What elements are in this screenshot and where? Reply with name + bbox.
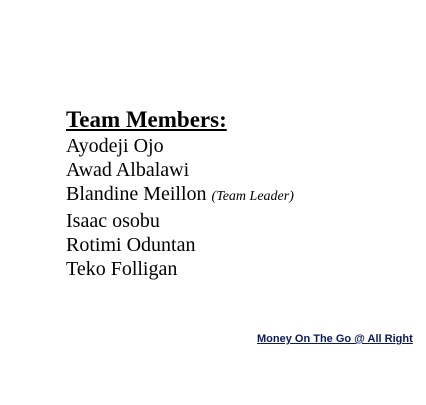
team-members-section <box>66 106 294 281</box>
team-member-item <box>66 158 294 182</box>
team-member-item <box>66 182 294 209</box>
team-members-heading: Team Members: <box>66 107 227 132</box>
team-member-item <box>66 209 294 233</box>
footer-copyright-link[interactable]: Money On The Go @ All Right <box>257 333 413 345</box>
team-member-role: (Team Leader) <box>211 189 294 204</box>
team-member-item <box>66 257 294 281</box>
team-member-list <box>66 134 294 281</box>
team-member-name: Teko Folligan <box>66 258 178 280</box>
team-member-name: Blandine Meillon <box>66 183 207 205</box>
team-member-name: Isaac osobu <box>66 210 160 232</box>
team-member-item <box>66 233 294 257</box>
team-member-name: Ayodeji Ojo <box>66 135 164 157</box>
team-member-name: Awad Albalawi <box>66 159 190 181</box>
team-member-item <box>66 134 294 158</box>
team-member-name: Rotimi Oduntan <box>66 234 196 256</box>
